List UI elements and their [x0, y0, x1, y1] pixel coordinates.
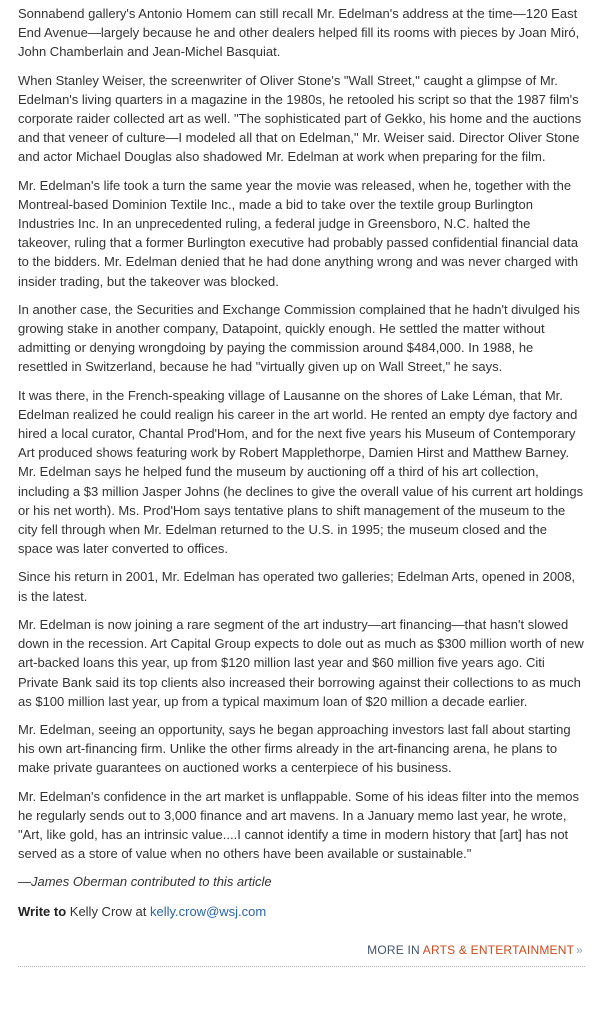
write-to-line — [18, 902, 585, 921]
article-paragraph: In another case, the Securities and Exchange Commission complained that he hadn't divulged his growing stake in another company, Datapoint, quickly enough. He settled the matter without admitting or denying wrongdoing by paying the commission around $484,000. In 1988, he resettled in Switzerland, because he had "virtually given up on Wall Street," he says. — [18, 301, 580, 375]
article-paragraph: Mr. Edelman, seeing an opportunity, says he began approaching investors last fall about starting his own art-financing firm. Unlike the other firms already in the art-financing arena, he plans to make private guarantees on auctioned works a centerpiece of his business. — [18, 721, 571, 776]
article-paragraph: When Stanley Weiser, the screenwriter of Oliver Stone's "Wall Street," caught a glimpse of Mr. Edelman's living quarters in a magazine in the 1980s, he retooled his script so that the 1987 film's corporate raider collected art as well. "The sophisticated part of Gekko, his home and the auctions and that veneer of culture—I modeled all that on Edelman," Mr. Weiser said. Director Oliver Stone and actor Michael Douglas also shadowed Mr. Edelman at work when preparing for the film. — [18, 72, 582, 165]
more-in-bar — [18, 943, 583, 957]
write-to-label: Write to — [18, 903, 67, 919]
arts-entertainment-link[interactable]: ARTS & ENTERTAINMENT — [422, 942, 575, 957]
write-to-text: Kelly Crow at — [66, 903, 150, 919]
email-link[interactable]: kelly.crow@wsj.com — [149, 903, 267, 919]
article-paragraph: Mr. Edelman's life took a turn the same year the movie was released, when he, together with the Montreal-based Dominion Textile Inc., made a bid to take over the textile group Burlington Industries Inc. In an unprecedented ruling, a federal judge in Greensboro, N.C. halted the takeover, ruling that a former Burlington executive had probably passed confidential financial data to the bidders. Mr. Edelman denied that he had done anything wrong and was never charged with insider trading, but the takeover was blocked. — [18, 177, 579, 289]
article-paragraph: It was there, in the French-speaking village of Lausanne on the shores of Lake Léman, that Mr. Edelman realized he could realign his career in the art world. He rented an empty dye factory and hired a local curator, Chantal Prod'Hom, and for the next five years his Museum of Contemporary Art produced shows featuring work by Robert Mapplethorpe, Damien Hirst and Matthew Barney. Mr. Edelman says he helped fund the museum by auctioning off a third of his art collection, including a $3 million Jasper Johns (he declines to give the overall value of his current art holdings or his net worth). Ms. Prod'Hom says tentative plans to shift management of the museum to the city fell through when Mr. Edelman returned to the U.S. in 1995; the museum closed and the space was later converted to offices. — [18, 387, 584, 557]
article-paragraph: Mr. Edelman is now joining a rare segment of the art industry—art financing—that hasn't slowed down in the recession. Art Capital Group expects to dole out as much as $300 million worth of new art-backed loans this year, up from $120 million last year and $60 million five years ago. Citi Private Bank said its top clients also increased their borrowing against their collections to as much as $100 million last year, up from a typical maximum loan of $20 million a decade earlier. — [18, 616, 584, 709]
chevron-right-icon[interactable]: » — [576, 942, 583, 957]
article-body — [18, 4, 585, 976]
article-paragraph: Since his return in 2001, Mr. Edelman has operated two galleries; Edelman Arts, opened in 2008, is the latest. — [18, 569, 576, 604]
article-paragraph: Mr. Edelman's confidence in the art market is unflappable. Some of his ideas filter into the memos he regularly sends out to 3,000 finance and art mavens. In a January memo last year, he wrote, "Art, like gold, has an intrinsic value....I cannot identify a time in modern history that [art] has not served as a store of value when no others have been available or sustainable." — [18, 788, 580, 862]
contributor-note: —James Oberman contributed to this article — [18, 874, 272, 890]
dotted-separator — [18, 966, 585, 976]
article-paragraph: Sonnabend gallery's Antonio Homem can still recall Mr. Edelman's address at the time—120 East End Avenue—largely because he and other dealers helped fill its rooms with pieces by Joan Miró, John Chamberlain and Jean-Michel Basquiat. — [18, 6, 580, 60]
more-in-label: MORE IN — [367, 942, 423, 957]
